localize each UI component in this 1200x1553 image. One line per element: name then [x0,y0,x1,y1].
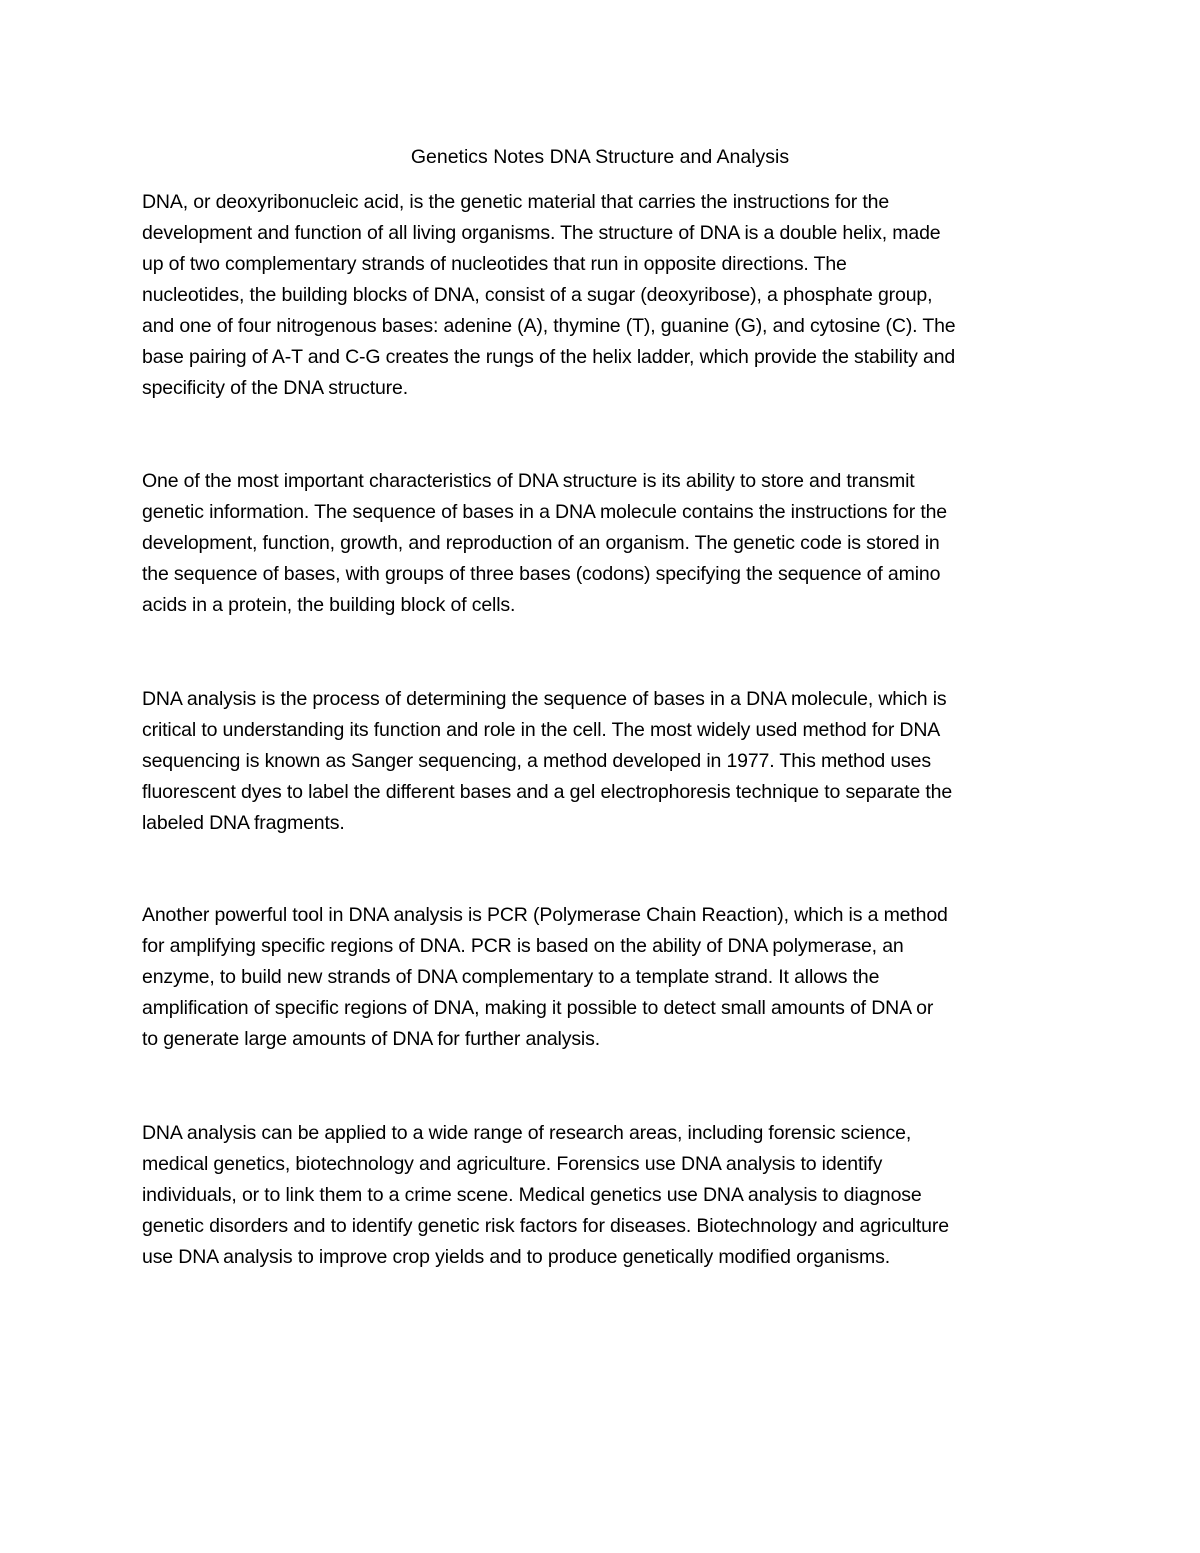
paragraph-line: DNA analysis is the process of determining the sequence of bases in a DNA molecule, which is [142,688,947,710]
paragraph-line: critical to understanding its function and role in the cell. The most widely used method for DNA [142,719,941,741]
paragraph-line: up of two complementary strands of nucleotides that run in opposite directions. The [142,253,847,275]
paragraph-line: use DNA analysis to improve crop yields and to produce genetically modified organisms. [142,1246,890,1268]
paragraph-line: to generate large amounts of DNA for further analysis. [142,1028,600,1050]
paragraph-line: the sequence of bases, with groups of three bases (codons) specifying the sequence of amino [142,563,941,585]
paragraph-line: for amplifying specific regions of DNA. PCR is based on the ability of DNA polymerase, an [142,935,904,957]
paragraph-genetic-information [142,466,1062,621]
paragraph-line: labeled DNA fragments. [142,812,345,834]
paragraph-pcr [142,900,1062,1055]
paragraph-line: base pairing of A-T and C-G creates the rungs of the helix ladder, which provide the stability and [142,346,956,368]
paragraph-line: sequencing is known as Sanger sequencing, a method developed in 1977. This method uses [142,750,931,772]
paragraph-line: medical genetics, biotechnology and agriculture. Forensics use DNA analysis to identify [142,1153,883,1175]
paragraph-line: DNA analysis can be applied to a wide range of research areas, including forensic science, [142,1122,912,1144]
paragraph-line: nucleotides, the building blocks of DNA, consist of a sugar (deoxyribose), a phosphate group, [142,284,933,306]
paragraph-line: Another powerful tool in DNA analysis is PCR (Polymerase Chain Reaction), which is a method [142,904,948,926]
paragraph-line: development, function, growth, and reproduction of an organism. The genetic code is stored in [142,532,940,554]
paragraph-line: enzyme, to build new strands of DNA complementary to a template strand. It allows the [142,966,880,988]
paragraph-line: and one of four nitrogenous bases: adenine (A), thymine (T), guanine (G), and cytosine (C). The [142,315,956,337]
paragraph-line: fluorescent dyes to label the different bases and a gel electrophoresis technique to separate the [142,781,953,803]
paragraph-dna-structure [142,187,1062,404]
paragraph-applications [142,1118,1062,1273]
paragraph-line: genetic disorders and to identify genetic risk factors for diseases. Biotechnology and agriculture [142,1215,949,1237]
paragraph-line: amplification of specific regions of DNA, making it possible to detect small amounts of DNA or [142,997,934,1019]
paragraph-dna-analysis [142,684,1062,839]
paragraph-line: individuals, or to link them to a crime scene. Medical genetics use DNA analysis to diagnose [142,1184,922,1206]
paragraph-line: DNA, or deoxyribonucleic acid, is the genetic material that carries the instructions for the [142,191,890,213]
paragraph-line: acids in a protein, the building block of cells. [142,594,516,616]
paragraph-line: genetic information. The sequence of bases in a DNA molecule contains the instructions for the [142,501,948,523]
paragraph-line: One of the most important characteristics of DNA structure is its ability to store and transmit [142,470,915,492]
paragraph-line: specificity of the DNA structure. [142,377,408,399]
document-title: Genetics Notes DNA Structure and Analysis [410,146,790,168]
paragraph-line: development and function of all living organisms. The structure of DNA is a double helix, made [142,222,941,244]
